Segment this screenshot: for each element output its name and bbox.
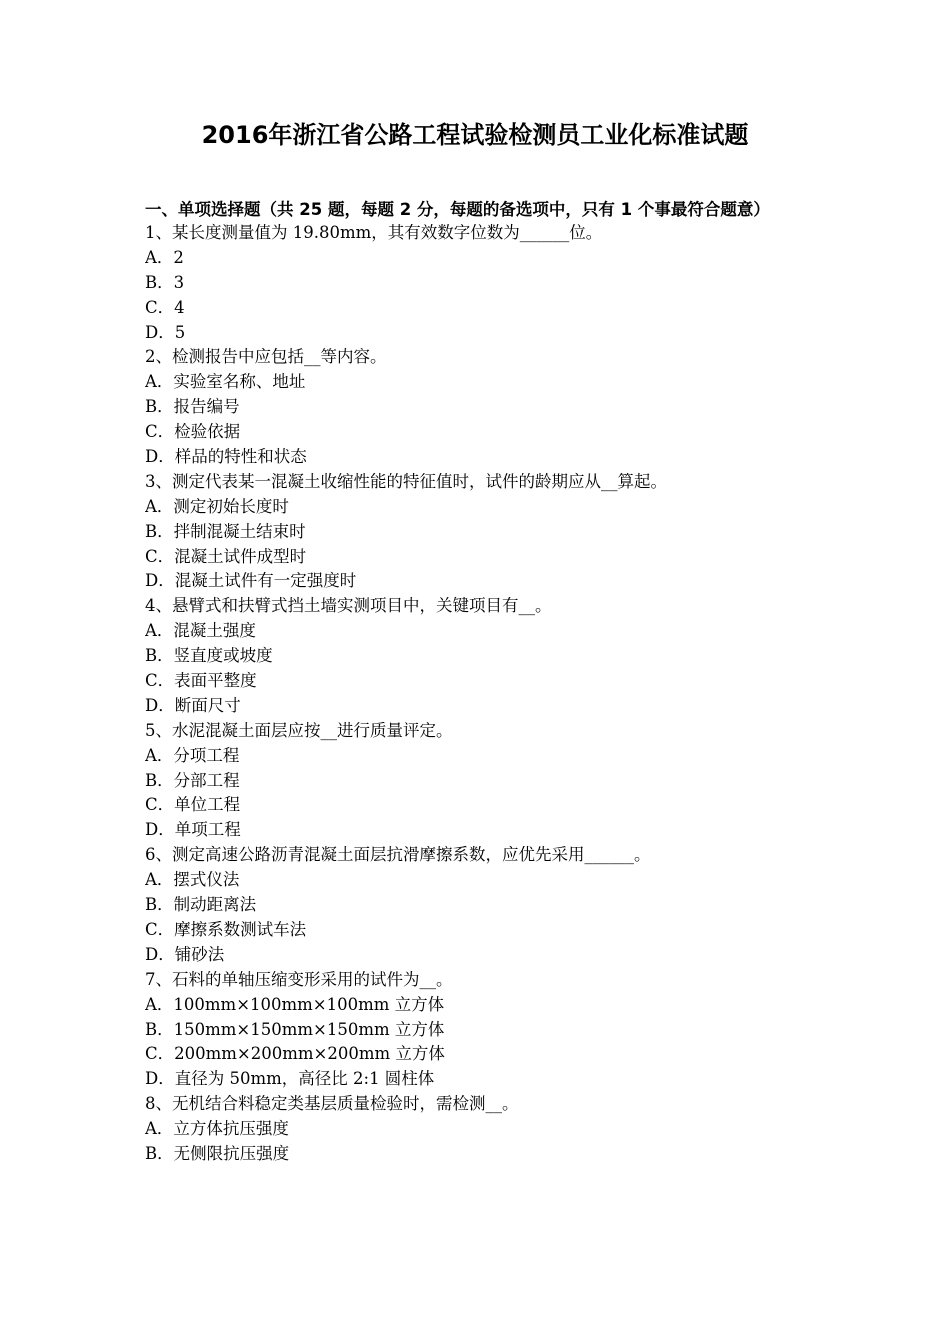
answer-option: D．5 — [145, 322, 186, 342]
question-stem: 6、测定高速公路沥青混凝土面层抗滑摩擦系数，应优先采用______。 — [145, 845, 651, 865]
answer-option: A．立方体抗压强度 — [145, 1119, 289, 1139]
question-list — [145, 221, 810, 1167]
answer-option: A．测定初始长度时 — [145, 496, 289, 516]
answer-option: D．铺砂法 — [145, 944, 225, 964]
answer-option: B．拌制混凝土结束时 — [145, 521, 306, 541]
section-heading: 一、单项选择题（共 25 题，每题 2 分，每题的备选项中，只有 1 个事最符合题意） — [145, 200, 770, 219]
answer-option: A．实验室名称、地址 — [145, 372, 306, 392]
answer-option: D．单项工程 — [145, 820, 241, 840]
question-stem: 7、石料的单轴压缩变形采用的试件为__。 — [145, 969, 453, 989]
answer-option: A．混凝土强度 — [145, 621, 256, 641]
question-stem: 5、水泥混凝土面层应按__进行质量评定。 — [145, 720, 453, 740]
document-body — [145, 198, 810, 1167]
answer-option: B．竖直度或坡度 — [145, 646, 273, 666]
answer-option: C．200mm×200mm×200mm 立方体 — [145, 1044, 445, 1064]
answer-option: C．单位工程 — [145, 795, 241, 815]
answer-option: C．表面平整度 — [145, 671, 257, 691]
answer-option: C．摩擦系数测试车法 — [145, 919, 307, 939]
answer-option: D．样品的特性和状态 — [145, 447, 307, 467]
document-title: 2016年浙江省公路工程试验检测员工业化标准试题 — [201, 121, 749, 149]
answer-option: A．2 — [145, 247, 184, 267]
answer-option: C．混凝土试件成型时 — [145, 546, 307, 566]
answer-option: C．检验依据 — [145, 422, 241, 442]
answer-option: B．分部工程 — [145, 770, 240, 790]
question-stem: 3、测定代表某一混凝土收缩性能的特征值时，试件的龄期应从__算起。 — [145, 471, 667, 491]
answer-option: D．直径为 50mm，高径比 2:1 圆柱体 — [145, 1069, 435, 1089]
answer-option: B．3 — [145, 272, 185, 292]
question-stem: 1、某长度测量值为 19.80mm，其有效数字位数为______位。 — [145, 223, 603, 242]
answer-option: B．制动距离法 — [145, 895, 257, 915]
answer-option: C．4 — [145, 297, 185, 317]
answer-option: D．断面尺寸 — [145, 695, 241, 715]
answer-option: B．报告编号 — [145, 397, 240, 417]
answer-option: A．100mm×100mm×100mm 立方体 — [145, 994, 445, 1014]
answer-option: B．无侧限抗压强度 — [145, 1143, 290, 1163]
question-stem: 2、检测报告中应包括__等内容。 — [145, 347, 387, 367]
answer-option: A．摆式仪法 — [145, 870, 240, 890]
answer-option: B．150mm×150mm×150mm 立方体 — [145, 1019, 445, 1039]
question-stem: 8、无机结合料稳定类基层质量检验时，需检测__。 — [145, 1094, 519, 1114]
answer-option: A．分项工程 — [145, 745, 240, 765]
question-stem: 4、悬臂式和扶臂式挡土墙实测项目中，关键项目有__。 — [145, 596, 552, 616]
answer-option: D．混凝土试件有一定强度时 — [145, 571, 357, 591]
